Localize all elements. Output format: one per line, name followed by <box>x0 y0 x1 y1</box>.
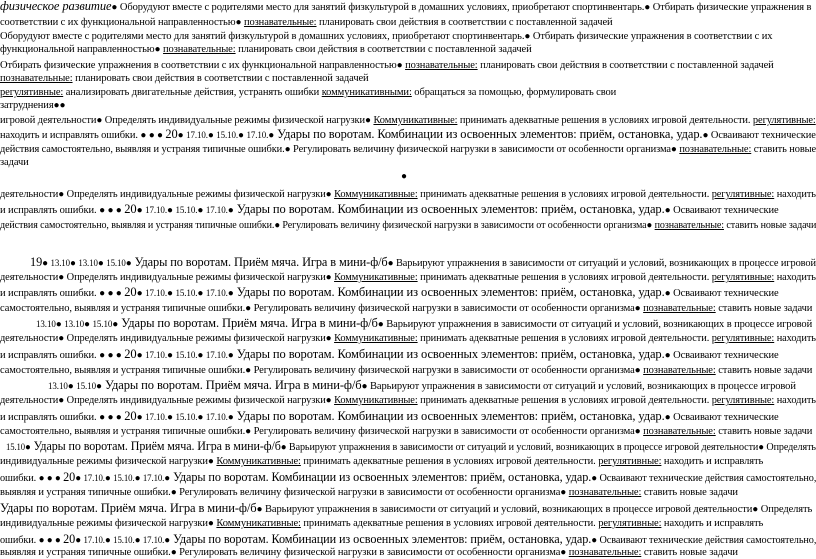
regulatory-label: регулятивные: <box>711 333 775 344</box>
bullet-icon: ● <box>644 2 651 13</box>
text-fragment: Варьируют упражнения в зависимости от ситуаций и условий, возникающих в процессе игровой деятельности <box>286 442 759 453</box>
bullet-icon: ● ● ● <box>140 130 163 141</box>
lesson-date: 15.10. <box>216 130 239 140</box>
bullet-icon: ● <box>227 288 234 299</box>
bullet-icon: ● <box>752 504 759 515</box>
lesson-date: 17.10. <box>83 473 105 483</box>
cognitive-label: познавательные: <box>405 60 478 71</box>
text-fragment: ошибки. <box>0 535 37 546</box>
text-line <box>0 364 812 377</box>
bullet-icon: ● <box>58 272 65 283</box>
regulatory-label: регулятивные: <box>711 272 775 283</box>
text-line <box>0 59 774 72</box>
bullet-icon: ● <box>170 487 177 498</box>
text-line <box>48 379 796 393</box>
bullet-icon: ● <box>591 535 598 546</box>
communicative-label: Коммуникативные: <box>334 272 418 283</box>
text-fragment: находить <box>774 395 816 406</box>
bullet-icon: ● <box>70 258 76 269</box>
bullet-icon: ● <box>664 350 671 361</box>
text-line <box>0 286 779 300</box>
bullet-icon: ● ● ● <box>99 350 122 361</box>
text-fragment: затруднения <box>0 100 54 111</box>
text-fragment: принимать адекватные решения в условиях игровой деятельности. <box>417 272 710 283</box>
communicative-label: Коммуникативные: <box>334 333 418 344</box>
text-line <box>401 170 407 183</box>
lesson-number: 19 <box>30 255 43 269</box>
lesson-date: 17.10. <box>145 412 167 422</box>
text-fragment: находить и исправлять ошибки. <box>0 130 138 141</box>
text-line <box>0 114 816 127</box>
text-line <box>0 86 616 99</box>
lesson-date: 15.10. <box>113 535 135 545</box>
bullet-icon: ● <box>664 412 671 423</box>
bullet-icon: ● <box>136 205 143 216</box>
bullet-icon: ● ● ● <box>99 205 122 216</box>
bullet-icon: ● <box>111 2 118 13</box>
regulatory-label: регулятивные: <box>598 518 662 529</box>
text-line <box>0 410 779 424</box>
bullet-icon: ● <box>664 288 671 299</box>
text-fragment: планировать свои действия в соответствии с поставленной задачей <box>72 73 369 84</box>
lesson-topic: Удары по воротам. Приём мяча. Игра в мини-ф/б <box>118 316 378 330</box>
text-line <box>0 455 763 468</box>
text-fragment: Определять индивидуальные режимы физической нагрузки <box>64 333 326 344</box>
bullet-icon: ● <box>238 130 244 141</box>
text-fragment: Регулировать величину физической нагрузки в зависимости от особенности организма <box>176 547 561 558</box>
communicative-label: Коммуникативные: <box>216 456 301 467</box>
bullet-icon: ● <box>197 205 204 216</box>
text-fragment: Осваивают технические <box>670 412 779 423</box>
text-fragment: Определять <box>758 504 813 515</box>
lesson-date: 17.10. <box>246 130 269 140</box>
text-fragment: Определять индивидуальные режимы физической нагрузки <box>64 189 326 200</box>
bullet-icon: ● <box>274 220 281 231</box>
lesson-date: 15.10 <box>106 258 126 268</box>
cognitive-label: познавательные: <box>568 487 642 498</box>
bullet-icon: ● <box>245 365 252 376</box>
lesson-number: 20 <box>165 127 178 141</box>
text-fragment: Определять <box>763 442 816 453</box>
text-fragment: принимать адекватные решения в условиях игровой деятельности. <box>457 115 751 126</box>
text-fragment: и исправлять ошибки. <box>0 412 97 423</box>
lesson-date: 13.10 <box>36 319 56 329</box>
regulatory-label: регулятивные: <box>711 395 775 406</box>
text-fragment: игровой деятельности <box>0 115 97 126</box>
text-fragment: деятельности <box>0 333 59 344</box>
text-fragment: принимать адекватные решения в условиях игровой деятельности. <box>417 395 710 406</box>
bullet-icon: ● <box>207 518 214 529</box>
bullet-icon: ● <box>524 31 531 42</box>
bullet-icon: ● <box>634 365 641 376</box>
bullet-icon: ● <box>245 303 252 314</box>
lesson-date: 13.10 <box>48 381 68 391</box>
text-fragment: ставить новые задачи <box>715 303 813 314</box>
text-line <box>0 471 816 485</box>
bullet-icon: ● <box>197 412 204 423</box>
bullet-icon: ● <box>591 473 598 484</box>
section-heading: физическое развитие <box>0 0 112 13</box>
text-fragment: Осваивают технические <box>708 130 816 141</box>
text-fragment: Определять индивидуальные режимы физической нагрузки <box>64 395 326 406</box>
bullet-icon: ● <box>53 100 60 111</box>
bullet-icon: ● <box>67 381 74 392</box>
text-fragment: принимать адекватные решения в условиях игровой деятельности. <box>417 189 710 200</box>
text-fragment: принимать адекватные решения в условиях игровой деятельности. <box>417 333 710 344</box>
text-fragment: и исправлять ошибки. <box>0 205 97 216</box>
text-fragment: принимать адекватные решения в условиях игровой деятельности. <box>300 456 596 467</box>
text-fragment: анализировать двигательные действия, устранять ошибки <box>63 87 320 98</box>
bullet-icon: ● <box>164 473 171 484</box>
bullet-icon: ● <box>227 350 234 361</box>
bullet-icon: ● <box>664 205 671 216</box>
cognitive-label: познавательные: <box>654 220 724 231</box>
lesson-date: 15.10. <box>175 205 198 215</box>
lesson-date: 17.10. <box>145 350 167 360</box>
bullet-icon: ● <box>166 350 173 361</box>
text-fragment: Варьируют упражнения в зависимости от ситуаций и условий, возникающих в процессе игровой <box>367 381 796 392</box>
text-fragment: выявляя и устраняя типичные ошибки. <box>0 547 171 558</box>
lesson-topic: Удары по воротам. Комбинации из освоенных элементов: приём, остановка, удар. <box>233 285 665 299</box>
lesson-topic: Удары по воротам. Комбинации из освоенных элементов: приём, остановка, удар. <box>170 470 592 484</box>
bullet-icon: ● <box>166 288 173 299</box>
text-fragment: Отбирать физические упражнения в <box>650 2 812 13</box>
bullet-icon: ● <box>396 60 403 71</box>
bullet-icon: ● <box>42 258 49 269</box>
text-fragment: ставить новые <box>751 144 816 155</box>
text-line <box>0 30 772 43</box>
text-fragment: Регулировать величину физической нагрузки в зависимости от особенности организма <box>290 144 671 155</box>
bullet-icon: ● <box>197 288 204 299</box>
communicative-label: коммуникативными: <box>321 87 412 98</box>
communicative-label: Коммуникативные: <box>216 518 301 529</box>
text-line <box>0 546 738 559</box>
text-line <box>0 43 532 56</box>
bullet-icon: ● <box>97 258 104 269</box>
text-fragment: самостоятельно, выявляя и устраняя типичные ошибки. <box>0 303 246 314</box>
lesson-topic: Удары по воротам. Комбинации из освоенных элементов: приём, остановка, удар. <box>274 127 703 141</box>
lesson-number: 20 <box>124 409 137 423</box>
text-fragment: задачи <box>0 157 29 168</box>
cognitive-label: познавательные: <box>679 144 752 155</box>
lesson-date: 13.10 <box>64 319 85 329</box>
text-fragment: соответствии с их функциональной направленностью <box>0 17 236 28</box>
text-line <box>0 302 812 315</box>
text-fragment: ставить новые задачи <box>715 365 813 376</box>
text-line <box>6 440 816 454</box>
lesson-date: 17.10. <box>205 350 228 360</box>
text-fragment: ставить новые задачи <box>723 220 816 231</box>
lesson-topic: Удары по воротам. Комбинации из освоенных элементов: приём, остановка, удар. <box>233 202 665 216</box>
text-fragment: ошибки. <box>0 473 37 484</box>
lesson-date: 17.10. <box>205 288 228 298</box>
text-fragment: Варьируют упражнения в зависимости от ситуаций и условий, возникающих в процессе игровой <box>393 258 816 269</box>
text-fragment: Регулировать величину физической нагрузки в зависимости от особенности организма <box>251 426 635 437</box>
lesson-date: 15.10 <box>92 319 113 329</box>
lesson-date: 17.10. <box>205 205 228 215</box>
text-fragment: Регулировать величину физической нагрузки в зависимости от особенности организма <box>280 220 647 231</box>
text-line <box>0 271 816 284</box>
lesson-date: 17.10. <box>145 205 167 215</box>
lesson-date: 15.10. <box>175 412 198 422</box>
bullet-icon: ● <box>268 130 275 141</box>
bullet-icon: ● <box>634 426 641 437</box>
text-line <box>0 348 779 362</box>
text-fragment: Оборудуют вместе с родителями место для занятий физкультурой в домашних условиях, приобретают спортинвентарь. <box>0 31 525 42</box>
lesson-date: 17.10. <box>83 535 105 545</box>
text-fragment: Варьируют упражнения в зависимости от ситуаций и условий, возникающих в процессе игровой деятельности <box>262 504 753 515</box>
lesson-number: 20 <box>124 347 137 361</box>
text-line <box>0 72 369 85</box>
bullet-icon: ● <box>25 442 31 453</box>
bullet-icon: ● <box>387 258 394 269</box>
communicative-label: Коммуникативные: <box>334 189 418 200</box>
bullet-icon: ● <box>134 473 141 484</box>
text-line <box>0 332 816 345</box>
lesson-topic: Удары по воротам. Комбинации из освоенных элементов: приём, остановка, удар. <box>233 347 665 361</box>
lesson-date: 15.10. <box>175 350 198 360</box>
lesson-date: 17.10. <box>186 130 208 140</box>
bullet-icon: ● <box>245 426 252 437</box>
text-line <box>0 533 816 547</box>
cognitive-label: познавательные: <box>243 17 317 28</box>
bullet-icon: ● <box>560 547 567 558</box>
bullet-icon: ● <box>55 319 62 330</box>
bullet-icon: ● <box>256 504 263 515</box>
bullet-icon: ● <box>104 473 111 484</box>
text-line <box>36 317 812 331</box>
bullet-icon: ● <box>702 130 709 141</box>
text-fragment: Осваивают технические действия самостоятельно, <box>597 473 816 484</box>
text-fragment: индивидуальные режимы физической нагрузки <box>0 518 208 529</box>
bullet-icon: ● <box>670 144 677 155</box>
text-fragment: Оборудуют вместе с родителями место для занятий физкультурой в домашних условиях, приобретают спортинвентарь. <box>117 2 645 13</box>
bullet-icon: ● <box>227 205 234 216</box>
lesson-topic: Удары по воротам. Комбинации из освоенных элементов: приём, остановка, удар. <box>170 532 592 546</box>
bullet-icon: ● <box>134 535 141 546</box>
text-fragment: Варьируют упражнения в зависимости от ситуаций и условий, возникающих в процессе игровой <box>383 319 813 330</box>
text-fragment: деятельности <box>0 395 59 406</box>
text-fragment: функциональной направленностью <box>0 44 155 55</box>
lesson-number: 20 <box>63 532 76 546</box>
bullet-icon: ● <box>377 319 384 330</box>
text-fragment: и исправлять ошибки. <box>0 288 97 299</box>
bullet-icon: ● <box>227 412 234 423</box>
bullet-icon: ● <box>361 381 368 392</box>
lesson-topic: Удары по воротам. Приём мяча. Игра в мини-ф/б <box>0 501 257 515</box>
text-fragment: принимать адекватные решения в условиях игровой деятельности. <box>300 518 596 529</box>
text-fragment: находить и исправлять <box>661 518 764 529</box>
text-fragment: Осваивают технические <box>670 288 779 299</box>
text-line <box>0 188 816 201</box>
lesson-date: 17.10. <box>142 535 165 545</box>
text-fragment: планировать свои действия в соответствии с поставленной задачей <box>316 17 613 28</box>
text-line <box>0 0 811 14</box>
bullet-icon: ● <box>136 288 143 299</box>
bullet-icon: ● <box>646 220 653 231</box>
lesson-date: 17.10. <box>205 412 228 422</box>
bullet-icon: ● <box>104 535 111 546</box>
text-fragment: ставить новые задачи <box>715 426 813 437</box>
text-fragment: действия самостоятельно, выявляя и устраняя типичные ошибки. <box>0 220 275 231</box>
bullet-icon: ● ● ● <box>38 473 61 484</box>
text-line <box>0 99 65 112</box>
bullet-icon: ● <box>154 44 161 55</box>
lesson-date: 13.10 <box>50 258 71 268</box>
text-line <box>30 256 816 270</box>
bullet-icon: ● <box>284 144 291 155</box>
lesson-number: 20 <box>124 202 137 216</box>
text-fragment: ставить новые задачи <box>641 547 738 558</box>
regulatory-label: регулятивные: <box>752 115 816 126</box>
bullet-icon: ● <box>325 395 332 406</box>
text-line <box>0 425 812 438</box>
bullet-icon: ● <box>177 130 184 141</box>
lesson-topic: Удары по воротам. Приём мяча. Игра в мини-ф/б <box>30 439 281 453</box>
cognitive-label: познавательные: <box>643 426 716 437</box>
bullet-icon: ● <box>207 456 214 467</box>
text-fragment: обращаться за помощью, формулировать свои <box>411 87 617 98</box>
text-fragment: Осваивают технические <box>670 350 779 361</box>
bullet-icon: ● <box>235 17 242 28</box>
bullet-icon: ● <box>58 395 65 406</box>
bullet-icon: ● <box>58 189 65 200</box>
text-line <box>0 16 613 29</box>
bullet-icon: ● <box>197 350 204 361</box>
bullet-icon: ● <box>207 130 214 141</box>
cognitive-label: познавательные: <box>0 73 73 84</box>
text-line <box>0 219 816 232</box>
lesson-date: 15.10. <box>113 473 135 483</box>
bullet-icon: ● <box>365 115 371 126</box>
lesson-date: 15.10 <box>6 442 26 452</box>
bullet-icon: ● <box>84 319 90 330</box>
text-line <box>0 128 816 142</box>
text-fragment: и исправлять ошибки. <box>0 350 97 361</box>
text-fragment: находить <box>774 333 816 344</box>
lesson-number: 20 <box>63 470 76 484</box>
bullet-icon: ● ● ● <box>99 412 122 423</box>
cognitive-label: познавательные: <box>568 547 642 558</box>
bullet-icon: ● <box>136 350 143 361</box>
text-fragment: Отбирать физические упражнения в соответствии с их функциональной направленностью <box>0 60 397 71</box>
lesson-date: 15.10. <box>175 288 198 298</box>
bullet-icon: ● <box>136 412 143 423</box>
bullet-icon: ● <box>401 171 407 182</box>
text-line <box>0 394 816 407</box>
text-line <box>0 203 779 217</box>
text-fragment: планировать свои действия в соответствии с поставленной задачей <box>477 60 774 71</box>
communicative-label: Коммуникативные: <box>334 395 418 406</box>
bullet-icon: ● <box>166 205 173 216</box>
cognitive-label: познавательные: <box>163 44 236 55</box>
text-fragment: самостоятельно, выявляя и устраняя типичные ошибки. <box>0 426 246 437</box>
cognitive-label: познавательные: <box>643 365 716 376</box>
text-fragment: выявляя и устраняя типичные ошибки. <box>0 487 171 498</box>
regulatory-label: регулятивные: <box>598 456 662 467</box>
bullet-icon: ● <box>170 547 177 558</box>
lesson-topic: Удары по воротам. Приём мяча. Игра в мини-ф/б <box>131 255 388 269</box>
text-fragment: Определять индивидуальные режимы физической нагрузки <box>102 115 366 126</box>
regulatory-label: регулятивные: <box>711 189 775 200</box>
text-line <box>0 156 29 169</box>
text-fragment: самостоятельно, выявляя и устраняя типичные ошибки. <box>0 365 246 376</box>
bullet-icon: ● <box>96 381 102 392</box>
text-fragment: действия самостоятельно, выявляя и устраняя типичные ошибки. <box>0 144 285 155</box>
text-fragment: Регулировать величину физической нагрузки в зависимости от особенности организма <box>251 365 635 376</box>
bullet-icon: ● <box>96 115 103 126</box>
bullet-icon: ● <box>75 473 82 484</box>
bullet-icon: ● <box>758 442 764 453</box>
text-fragment: Регулировать величину физической нагрузки в зависимости от особенности организма <box>251 303 635 314</box>
text-fragment: находить <box>774 272 816 283</box>
text-fragment: Определять индивидуальные режимы физической нагрузки <box>64 272 326 283</box>
lesson-date: 15.10 <box>76 381 97 391</box>
bullet-icon: ● <box>560 487 567 498</box>
text-fragment: деятельности <box>0 189 59 200</box>
text-fragment: находить и исправлять <box>661 456 764 467</box>
text-line <box>0 502 812 516</box>
bullet-icon: ● <box>125 258 132 269</box>
bullet-icon: ● <box>164 535 171 546</box>
lesson-topic: Удары по воротам. Приём мяча. Игра в мини-ф/б <box>101 378 362 392</box>
bullet-icon: ● ● ● <box>38 535 61 546</box>
text-line <box>0 517 763 530</box>
bullet-icon: ● ● ● <box>99 288 122 299</box>
text-line <box>0 486 738 499</box>
text-fragment: находить <box>774 189 816 200</box>
text-fragment: Отбирать физические упражнения в соответствии с их <box>530 31 773 42</box>
text-fragment: планировать свои действия в соответствии с поставленной задачей <box>235 44 532 55</box>
bullet-icon: ● <box>325 333 332 344</box>
lesson-number: 20 <box>124 285 137 299</box>
lesson-topic: Удары по воротам. Комбинации из освоенных элементов: приём, остановка, удар. <box>233 409 665 423</box>
bullet-icon: ● <box>58 333 65 344</box>
bullet-icon: ● <box>634 303 641 314</box>
text-fragment: индивидуальные режимы физической нагрузки <box>0 456 208 467</box>
cognitive-label: познавательные: <box>643 303 716 314</box>
text-fragment: деятельности <box>0 272 59 283</box>
lesson-date: 17.10. <box>142 473 165 483</box>
text-fragment: ставить новые задачи <box>641 487 738 498</box>
communicative-label: Коммуникативные: <box>373 115 458 126</box>
text-fragment: Осваивают технические действия самостоятельно, <box>597 535 816 546</box>
bullet-icon: ● <box>75 535 82 546</box>
bullet-icon: ● <box>59 100 66 111</box>
bullet-icon: ● <box>325 272 332 283</box>
regulatory-label: регулятивные: <box>0 87 64 98</box>
bullet-icon: ● <box>112 319 119 330</box>
lesson-date: 17.10. <box>145 288 167 298</box>
bullet-icon: ● <box>325 189 332 200</box>
text-line <box>0 143 816 156</box>
bullet-icon: ● <box>280 442 287 453</box>
text-fragment: Осваивают технические <box>670 205 779 216</box>
bullet-icon: ● <box>166 412 173 423</box>
lesson-date: 13.10 <box>78 258 98 268</box>
text-fragment: Регулировать величину физической нагрузки в зависимости от особенности организма <box>176 487 561 498</box>
